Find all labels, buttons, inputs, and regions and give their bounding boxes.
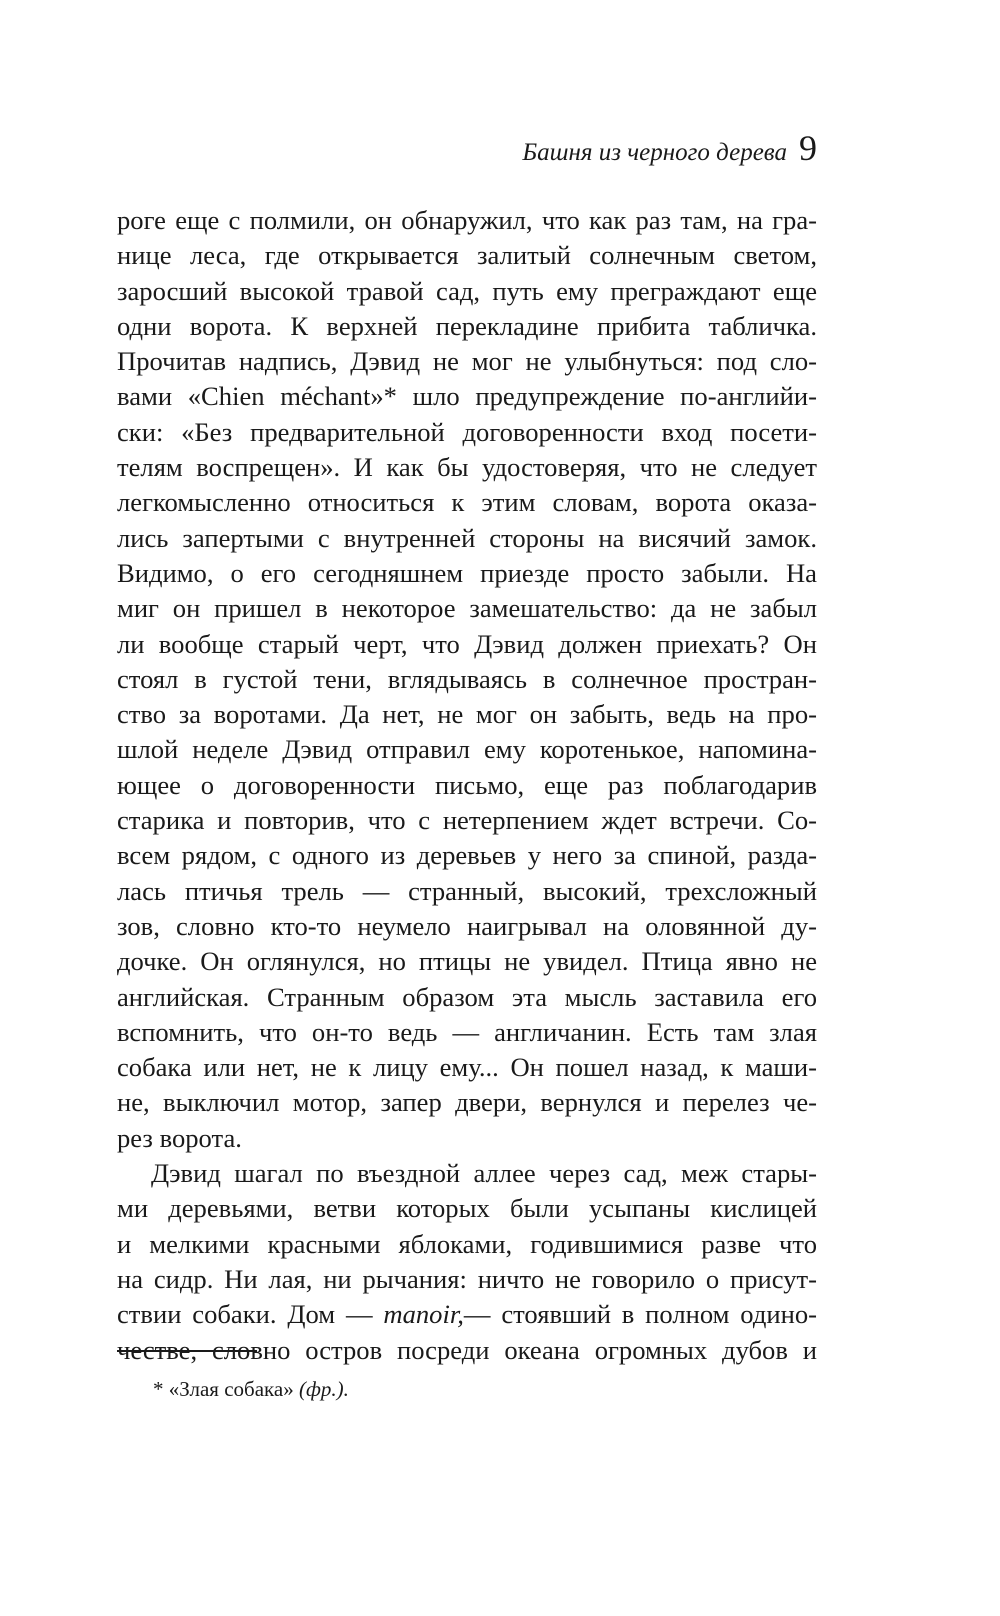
text-line: дочке. Он оглянулся, но птицы не увидел. Птица явно не — [117, 946, 817, 977]
footnote-marker: * — [153, 1377, 164, 1401]
text-line: на сидр. Ни лая, ни рычания: ничто не говорило о присут- — [117, 1263, 817, 1294]
text-line: ли вообще старый черт, что Дэвид должен приехать? Он — [117, 628, 817, 659]
text-line: ющее о договоренности письмо, еще раз поблагодарив — [117, 769, 817, 800]
text-line: одни ворота. К верхней перекладине прибита табличка. — [117, 310, 817, 341]
text-line: шлой неделе Дэвид отправил ему коротенькое, напомина- — [117, 734, 817, 765]
footnote-text: «Злая собака» — [168, 1377, 294, 1401]
body-text — [117, 203, 817, 1368]
text-line: собака или нет, не к лицу ему... Он пошел назад, к маши- — [117, 1052, 817, 1083]
page-number: 9 — [799, 128, 817, 168]
text-line: заросший высокой травой сад, путь ему преграждают еще — [117, 275, 817, 306]
text-line: честве, словно остров посреди океана огромных дубов и — [117, 1334, 817, 1365]
text-line: лись запертыми с внутренней стороны на висячий замок. — [117, 522, 817, 553]
footnote-language-note: (фр.). — [299, 1377, 349, 1401]
text-line: ствии собаки. Дом — manoir,— стоявший в полном одино- — [117, 1299, 817, 1330]
text-line: всем рядом, с одного из деревьев у него за спиной, разда- — [117, 840, 817, 871]
footnote-divider — [117, 1350, 257, 1352]
text-line: зов, словно кто-то неумело наигрывал на оловянной ду- — [117, 910, 817, 941]
running-title: Башня из черного дерева — [522, 139, 787, 166]
text-line: лась птичья трель — странный, высокий, трехсложный — [117, 875, 817, 906]
text-line: ство за воротами. Да нет, не мог он забыть, ведь на про- — [117, 699, 817, 730]
text-line: ми деревьями, ветви которых были усыпаны кислицей — [117, 1193, 817, 1224]
text-line: стоял в густой тени, вглядываясь в солнечное простран- — [117, 663, 817, 694]
text-line: старика и повторив, что с нетерпением ждет встречи. Со- — [117, 805, 817, 836]
text-line-paragraph-start: Дэвид шагал по въездной аллее через сад, меж стары- — [151, 1158, 817, 1189]
text-line: легкомысленно относиться к этим словам, ворота оказа- — [117, 487, 817, 518]
text-line: и мелкими красными яблоками, годившимися разве что — [117, 1228, 817, 1259]
text-line: миг он пришел в некоторое замешательство: да не забыл — [117, 593, 817, 624]
text-line: английская. Странным образом эта мысль заставила его — [117, 981, 817, 1012]
text-line: нице леса, где открывается залитый солнечным светом, — [117, 240, 817, 271]
text-line: роге еще с полмили, он обнаружил, что как раз там, на гра- — [117, 205, 817, 235]
text-line: Прочитав надпись, Дэвид не мог не улыбнуться: под сло- — [117, 346, 817, 377]
text-line: вспомнить, что он-то ведь — англичанин. Есть там злая — [117, 1016, 817, 1047]
text-line: вами «Chien méchant»* шло предупреждение по-английи- — [117, 381, 817, 412]
text-line: ски: «Без предварительной договоренности вход посети- — [117, 416, 817, 447]
text-line: не, выключил мотор, запер двери, вернулся и перелез че- — [117, 1087, 817, 1118]
text-line: Видимо, о его сегодняшнем приезде просто забыли. На — [117, 557, 817, 588]
text-line-paragraph-end: рез ворота. — [117, 1122, 242, 1153]
text-line: телям воспрещен». И как бы удостоверяя, что не следует — [117, 452, 817, 483]
running-head — [522, 130, 817, 167]
footnote — [153, 1377, 349, 1402]
